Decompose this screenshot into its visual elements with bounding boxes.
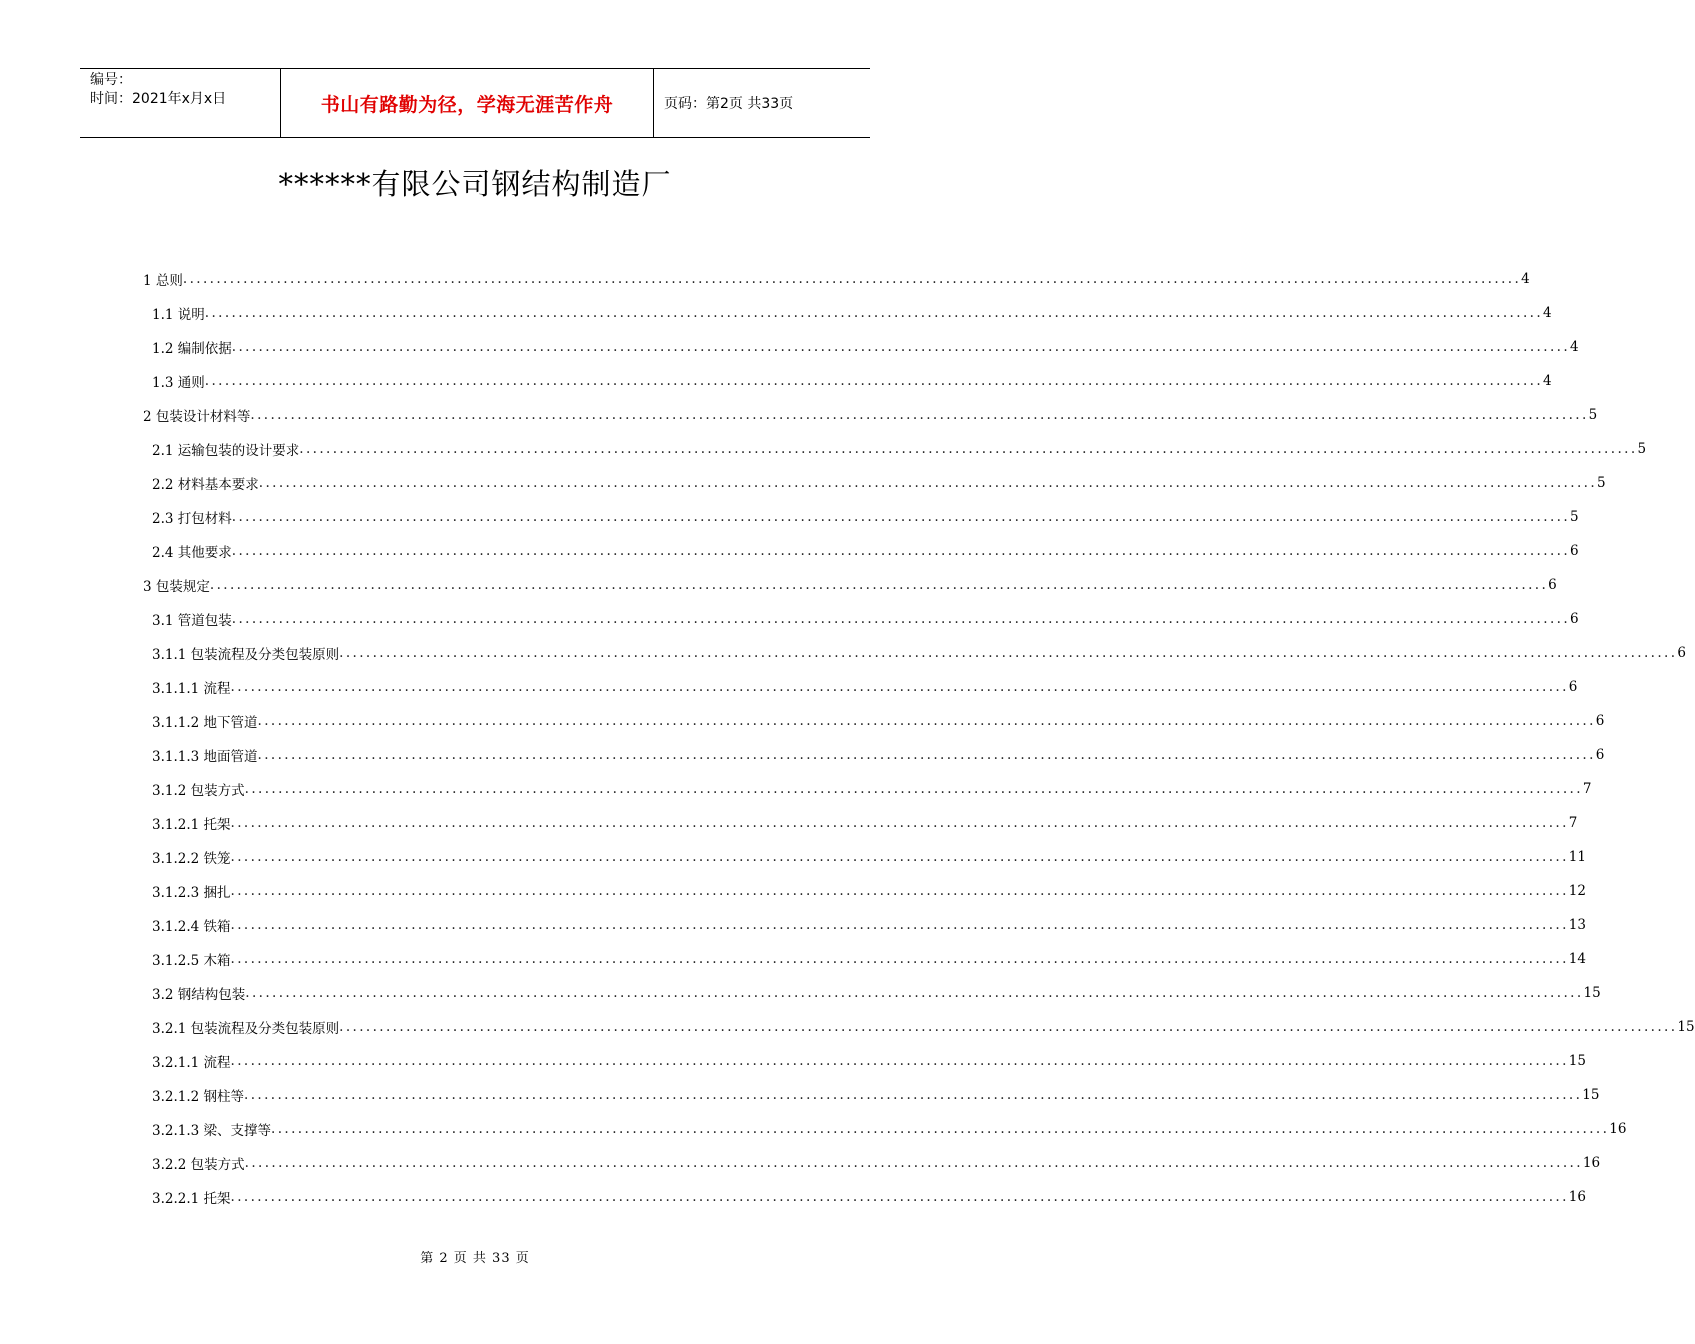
- toc-entry-label: 2.3 打包材料: [152, 511, 232, 527]
- toc-dot-leader: ........................................................................................................................................................................................................: [244, 781, 1583, 797]
- header-motto: 书山有路勤为径，学海无涯苦作舟: [281, 69, 654, 137]
- toc-entry-label: 3.2.2.1 托架: [152, 1191, 231, 1207]
- toc-dot-leader: ........................................................................................................................................................................................................: [231, 509, 1571, 525]
- toc-entry[interactable]: [152, 606, 1579, 632]
- toc-entry-page-number: 15: [1582, 1087, 1600, 1103]
- toc-entry-label: 3.1.2.1 托架: [152, 817, 231, 833]
- toc-entry-label: 3.2.1.2 钢柱等: [152, 1089, 245, 1105]
- toc-entry-page-number: 14: [1568, 951, 1586, 967]
- toc-dot-leader: ........................................................................................................................................................................................................: [182, 271, 1522, 287]
- toc-dot-leader: ........................................................................................................................................................................................................: [230, 917, 1569, 933]
- toc-entry[interactable]: [143, 266, 1530, 292]
- toc-dot-leader: ........................................................................................................................................................................................................: [230, 1189, 1569, 1205]
- toc-dot-leader: ........................................................................................................................................................................................................: [230, 815, 1569, 831]
- toc-dot-leader: ........................................................................................................................................................................................................: [230, 849, 1569, 865]
- toc-entry[interactable]: [152, 946, 1586, 972]
- toc-dot-leader: ........................................................................................................................................................................................................: [271, 1121, 1610, 1137]
- toc-entry-page-number: 7: [1582, 781, 1592, 797]
- toc-entry-label: 3.2 钢结构包装: [152, 987, 246, 1003]
- toc-dot-leader: ........................................................................................................................................................................................................: [339, 645, 1678, 661]
- toc-entry-page-number: 4: [1543, 305, 1552, 321]
- toc-entry-label: 2.2 材料基本要求: [152, 477, 259, 493]
- toc-entry-page-number: 16: [1582, 1155, 1601, 1171]
- toc-entry[interactable]: [152, 980, 1601, 1006]
- toc-entry-page-number: 12: [1568, 883, 1586, 899]
- toc-entry[interactable]: [152, 504, 1579, 530]
- toc-entry[interactable]: [152, 1184, 1586, 1210]
- toc-dot-leader: ........................................................................................................................................................................................................: [244, 1087, 1583, 1103]
- toc-dot-leader: ........................................................................................................................................................................................................: [245, 985, 1584, 1001]
- toc-entry-label: 3.1.1.3 地面管道: [152, 749, 258, 765]
- document-time-label: 时间：2021年x月x日: [90, 91, 227, 107]
- toc-entry[interactable]: [152, 640, 1687, 666]
- toc-entry-label: 2 包装设计材料等: [143, 409, 251, 425]
- toc-entry-label: 1.3 通则: [152, 375, 205, 391]
- toc-entry[interactable]: [152, 1014, 1695, 1040]
- toc-dot-leader: ........................................................................................................................................................................................................: [244, 1155, 1583, 1171]
- toc-dot-leader: ........................................................................................................................................................................................................: [230, 883, 1569, 899]
- toc-entry-label: 3.2.1.3 梁、支撑等: [152, 1123, 272, 1139]
- toc-entry-page-number: 11: [1568, 849, 1586, 865]
- toc-entry-page-number: 16: [1568, 1189, 1586, 1205]
- toc-entry[interactable]: [152, 878, 1586, 904]
- toc-dot-leader: ........................................................................................................................................................................................................: [230, 679, 1569, 695]
- toc-entry-label: 3.1.1 包装流程及分类包装原则: [152, 647, 340, 663]
- toc-entry-label: 3.1.2.2 铁笼: [152, 851, 231, 867]
- toc-dot-leader: ........................................................................................................................................................................................................: [204, 373, 1544, 389]
- header-meta-cell: [80, 69, 281, 137]
- toc-entry-label: 1.1 说明: [152, 307, 205, 323]
- toc-entry-label: 3.1.2.5 木箱: [152, 953, 231, 969]
- toc-entry-page-number: 6: [1568, 679, 1578, 695]
- header-table: [80, 68, 870, 138]
- toc-dot-leader: ........................................................................................................................................................................................................: [231, 611, 1571, 627]
- toc-entry-page-number: 5: [1588, 407, 1598, 423]
- toc-entry-page-number: 5: [1570, 509, 1579, 525]
- document-number-label: 编号：: [90, 72, 132, 88]
- toc-entry[interactable]: [152, 708, 1605, 734]
- toc-entry[interactable]: [152, 436, 1647, 462]
- toc-entry-label: 1 总则: [143, 273, 183, 289]
- toc-entry[interactable]: [152, 912, 1586, 938]
- toc-entry-page-number: 15: [1568, 1053, 1586, 1069]
- toc-entry-page-number: 15: [1677, 1019, 1695, 1035]
- toc-dot-leader: ........................................................................................................................................................................................................: [257, 713, 1596, 729]
- toc-entry[interactable]: [152, 334, 1579, 360]
- page-footer: 第 2 页 共 33 页: [420, 1251, 530, 1266]
- toc-dot-leader: ........................................................................................................................................................................................................: [230, 1053, 1569, 1069]
- toc-entry[interactable]: [152, 538, 1579, 564]
- toc-entry-page-number: 16: [1609, 1121, 1627, 1137]
- toc-entry-page-number: 5: [1597, 475, 1606, 491]
- toc-entry[interactable]: [143, 572, 1557, 598]
- toc-entry[interactable]: [152, 368, 1552, 394]
- toc-dot-leader: ........................................................................................................................................................................................................: [230, 951, 1569, 967]
- toc-entry[interactable]: [152, 776, 1592, 802]
- toc-dot-leader: ........................................................................................................................................................................................................: [339, 1019, 1678, 1035]
- toc-dot-leader: ........................................................................................................................................................................................................: [299, 441, 1638, 457]
- toc-entry[interactable]: [152, 470, 1606, 496]
- toc-entry[interactable]: [152, 742, 1605, 768]
- toc-dot-leader: ........................................................................................................................................................................................................: [209, 577, 1549, 593]
- toc-entry-label: 3.1.1.2 地下管道: [152, 715, 258, 731]
- toc-entry-label: 3.2.1 包装流程及分类包装原则: [152, 1021, 340, 1037]
- toc-entry-label: 2.4 其他要求: [152, 545, 232, 561]
- toc-entry-label: 3.1 管道包装: [152, 613, 232, 629]
- toc-entry[interactable]: [152, 1048, 1586, 1074]
- toc-entry-page-number: 4: [1543, 373, 1552, 389]
- toc-dot-leader: ........................................................................................................................................................................................................: [204, 305, 1544, 321]
- toc-entry[interactable]: [152, 1082, 1600, 1108]
- toc-entry[interactable]: [152, 1116, 1627, 1142]
- toc-entry-label: 3.1.2.4 铁箱: [152, 919, 231, 935]
- toc-entry-label: 1.2 编制依据: [152, 341, 232, 357]
- toc-entry-page-number: 15: [1583, 985, 1601, 1001]
- toc-entry-page-number: 4: [1521, 271, 1530, 287]
- toc-entry[interactable]: [152, 300, 1552, 326]
- toc-entry-label: 3.2.1.1 流程: [152, 1055, 231, 1071]
- toc-entry-page-number: 7: [1568, 815, 1578, 831]
- document-title: ******有限公司钢结构制造厂: [278, 167, 672, 201]
- toc-entry[interactable]: [152, 810, 1578, 836]
- toc-entry-page-number: 6: [1570, 543, 1579, 559]
- toc-entry-page-number: 6: [1548, 577, 1557, 593]
- toc-entry-label: 3.1.2.3 捆扎: [152, 885, 231, 901]
- toc-entry-label: 3 包装规定: [143, 579, 210, 595]
- toc-entry-label: 3.1.1.1 流程: [152, 681, 231, 697]
- toc-entry-page-number: 5: [1637, 441, 1647, 457]
- toc-entry-page-number: 6: [1595, 713, 1605, 729]
- toc-dot-leader: ........................................................................................................................................................................................................: [231, 339, 1571, 355]
- toc-entry-label: 2.1 运输包装的设计要求: [152, 443, 300, 459]
- toc-entry-page-number: 6: [1570, 611, 1579, 627]
- toc-dot-leader: ........................................................................................................................................................................................................: [257, 747, 1596, 763]
- toc-entry-page-number: 4: [1570, 339, 1579, 355]
- toc-dot-leader: ........................................................................................................................................................................................................: [250, 407, 1589, 423]
- header-page-info: 页码：第2页 共33页: [664, 96, 794, 112]
- toc-entry-page-number: 6: [1595, 747, 1605, 763]
- toc-entry[interactable]: [143, 402, 1598, 428]
- toc-entry-label: 3.1.2 包装方式: [152, 783, 245, 799]
- toc-entry[interactable]: [152, 674, 1578, 700]
- toc-entry[interactable]: [152, 844, 1586, 870]
- toc-entry-page-number: 6: [1677, 645, 1687, 661]
- toc-entry-page-number: 13: [1568, 917, 1586, 933]
- toc-entry-label: 3.2.2 包装方式: [152, 1157, 245, 1173]
- toc-dot-leader: ........................................................................................................................................................................................................: [258, 475, 1598, 491]
- toc-entry[interactable]: [152, 1150, 1601, 1176]
- toc-dot-leader: ........................................................................................................................................................................................................: [231, 543, 1571, 559]
